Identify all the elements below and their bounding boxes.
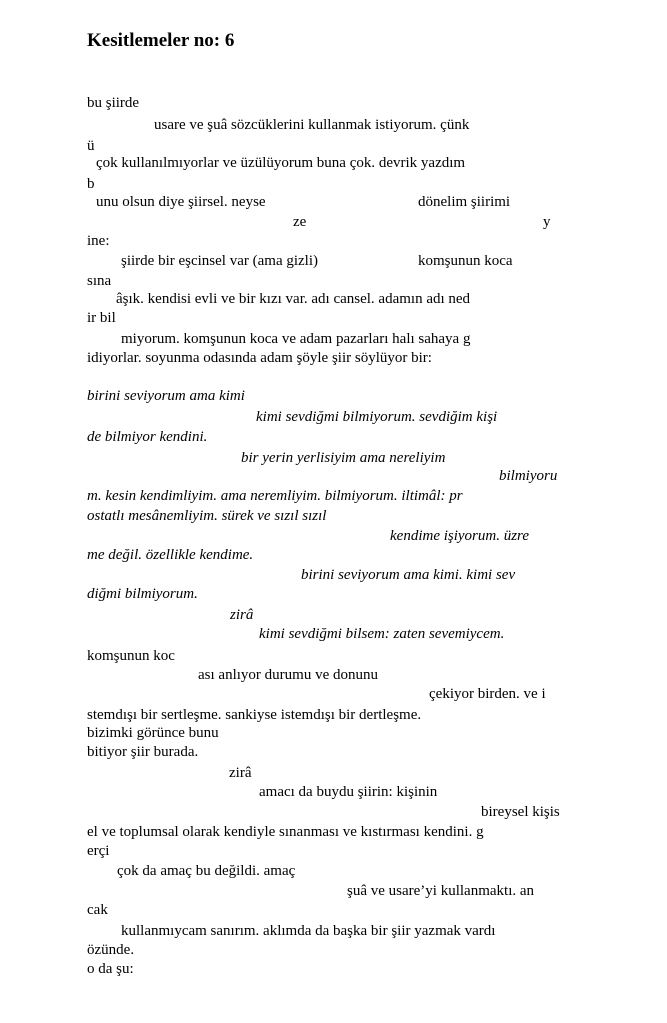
text-line: çok da amaç bu değildi. amaç <box>117 863 296 879</box>
text-line: stemdışı bir sertleşme. sankiyse istemdışı bir dertleşme. <box>87 707 422 723</box>
text-line: b <box>87 176 95 192</box>
text-line: usare ve şuâ sözcüklerini kullanmak istiyorum. çünk <box>154 117 470 133</box>
text-line: şuâ ve usare’yi kullanmaktı. an <box>347 883 535 899</box>
poem-line: de bilmiyor kendini. <box>87 429 208 445</box>
text-line: el ve toplumsal olarak kendiyle sınanması ve kıstırması kendini. g <box>87 824 484 840</box>
poem-line: me değil. özellikle kendime. <box>87 547 254 563</box>
text-line: y <box>543 214 551 230</box>
text-line: o da şu: <box>87 961 134 977</box>
text-line: şiirde bir eşcinsel var (ama gizli) <box>121 253 319 269</box>
text-line: unu olsun diye şiirsel. neyse <box>96 194 266 210</box>
text-line: cak <box>87 902 108 918</box>
poem-line: birini seviyorum ama kimi. kimi sev <box>301 567 516 583</box>
text-line: ası anlıyor durumu ve donunu <box>198 667 378 683</box>
text-line: dönelim şiirimi <box>418 194 511 210</box>
text-line: özünde. <box>87 942 135 958</box>
poem-line: ostatlı mesânemliyim. sürek ve sızıl sızıl <box>87 508 327 524</box>
text-line: ü <box>87 138 95 154</box>
text-line: miyorum. komşunun koca ve adam pazarları halı sahaya g <box>121 331 471 347</box>
text-line: sına <box>87 273 112 289</box>
poem-line: kimi sevdiğmi bilmiyorum. sevdiğim kişi <box>256 409 498 425</box>
poem-line: kimi sevdiğmi bilsem: zaten sevemiycem. <box>259 626 505 642</box>
text-line: ir bil <box>87 310 116 326</box>
text-line: çekiyor birden. ve i <box>429 686 546 702</box>
poem-line: diğmi bilmiyorum. <box>87 586 198 602</box>
poem-line: m. kesin kendimliyim. ama neremliyim. bilmiyorum. iltimâl: pr <box>87 488 463 504</box>
poem-line: bir yerin yerlisiyim ama nereliyim <box>241 450 446 466</box>
poem-line: bilmiyoru <box>499 468 558 484</box>
poem-line: kendime işiyorum. üzre <box>390 528 529 544</box>
text-line: bizimki görünce bunu <box>87 725 219 741</box>
poem-line: zirâ <box>230 607 254 623</box>
text-line: bu şiirde <box>87 95 140 111</box>
text-line: ze <box>293 214 307 230</box>
text-line: idiyorlar. soyunma odasında adam şöyle şiir söylüyor bir: <box>87 350 432 366</box>
text-line: bitiyor şiir burada. <box>87 744 199 760</box>
text-line: âşık. kendisi evli ve bir kızı var. adı cansel. adamın adı ned <box>116 291 471 307</box>
text-line: ine: <box>87 233 110 249</box>
text-line: komşunun koca <box>418 253 513 269</box>
text-line: komşunun koc <box>87 648 175 664</box>
text-line: bireysel kişis <box>481 804 560 820</box>
text-line: kullanmıycam sanırım. aklımda da başka bir şiir yazmak vardı <box>121 923 496 939</box>
text-line: amacı da buydu şiirin: kişinin <box>259 784 438 800</box>
text-line: çok kullanılmıyorlar ve üzülüyorum buna çok. devrik yazdım <box>96 155 466 171</box>
poem-line: birini seviyorum ama kimi <box>87 388 245 404</box>
text-line: zirâ <box>229 765 252 781</box>
document-title: Kesitlemeler no: 6 <box>87 30 235 51</box>
text-line: erçi <box>87 843 110 859</box>
